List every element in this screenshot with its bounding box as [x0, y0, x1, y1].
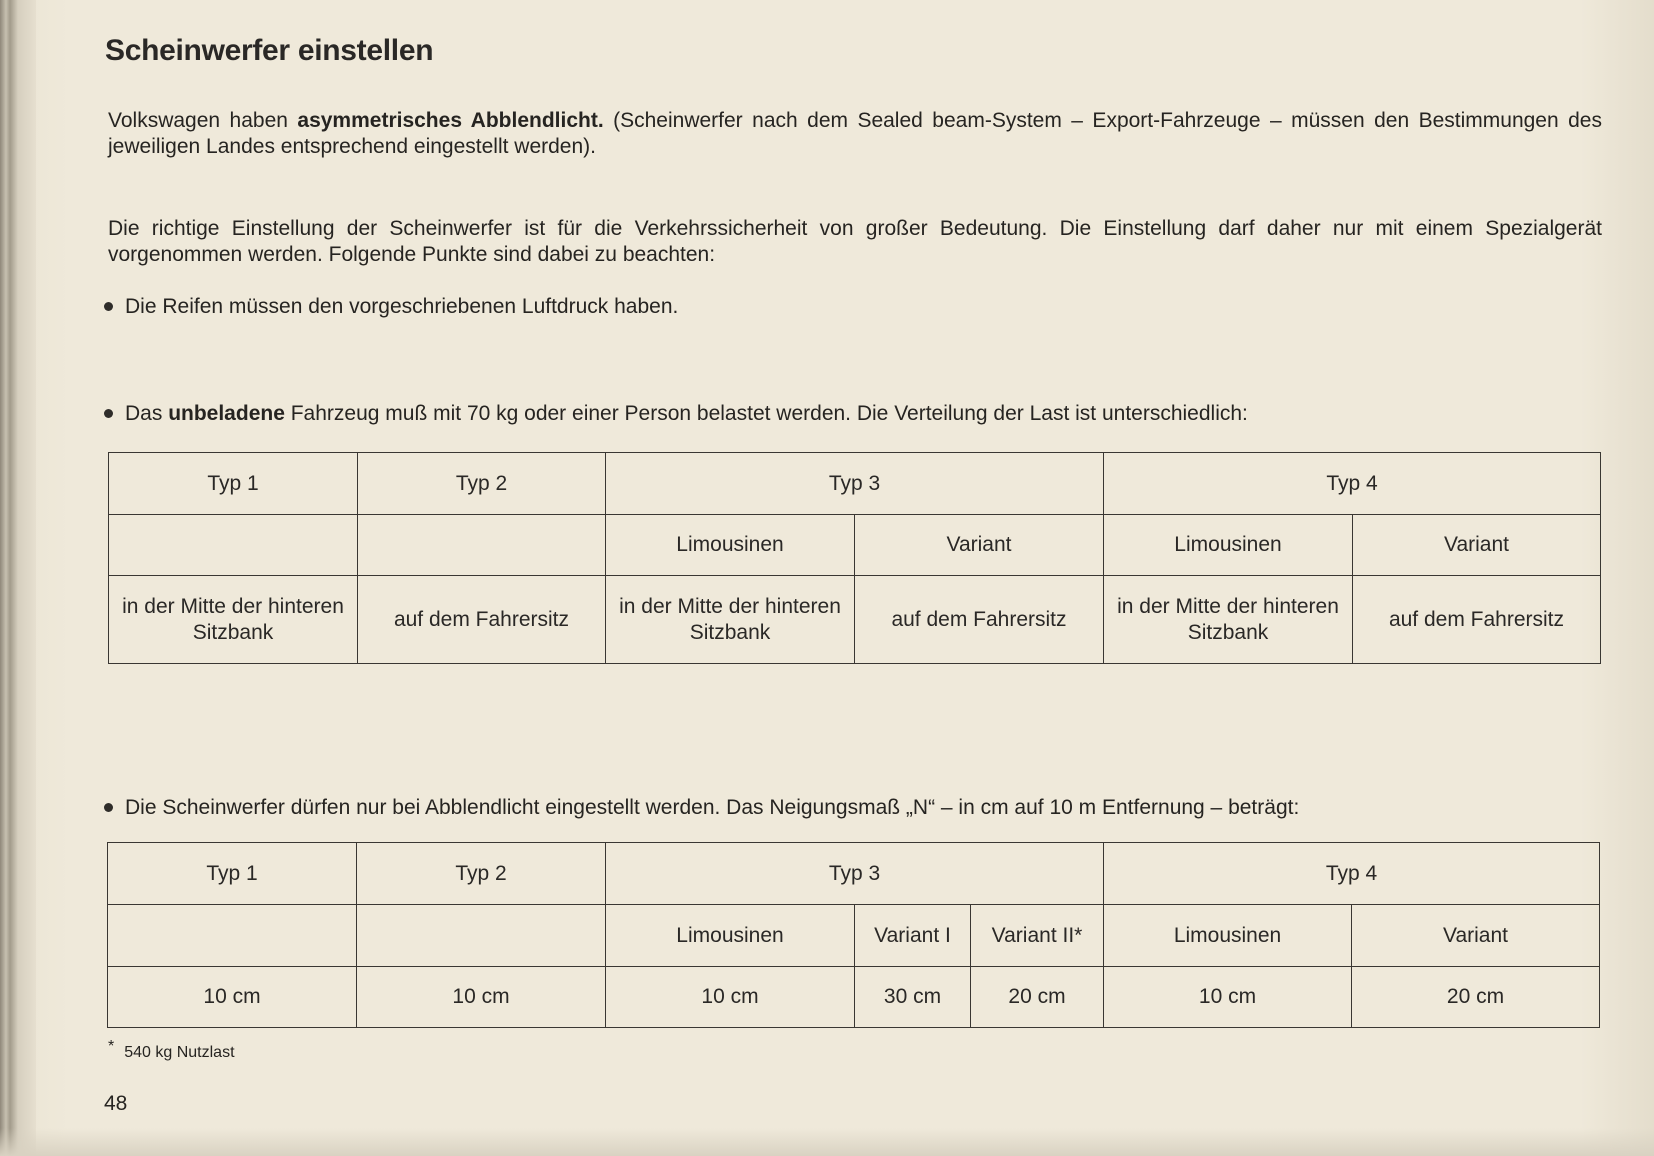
table-cell: in der Mitte der hinteren Sitzbank	[606, 576, 855, 664]
intro-paragraph-2: Die richtige Einstellung der Scheinwerfer ist für die Verkehrssicherheit von großer Bedeutung. Die Einstellung darf daher nur mit einem Spezialgerät vorgenommen werden. Folgende Punkte sind dabei zu beachten:	[108, 217, 1602, 266]
table-cell: 20 cm	[971, 967, 1104, 1028]
footnote	[108, 1038, 235, 1062]
table-cell: auf dem Fahrersitz	[855, 576, 1104, 664]
subheader-cell: Variant	[855, 515, 1104, 576]
subheader-cell: Variant I	[855, 905, 971, 967]
bullet-bold-text: unbeladene	[168, 402, 285, 425]
bullet-text: Die Reifen müssen den vorgeschriebenen Luftdruck haben.	[125, 295, 679, 318]
bullet-load	[104, 401, 1248, 427]
bullet-tire-pressure	[104, 294, 678, 320]
table-row	[109, 576, 1601, 664]
bullet-dot-icon	[104, 302, 113, 311]
intro-bold-text: asymmetrisches Abblendlicht.	[297, 109, 604, 132]
bullet-text-continued: Fahrzeug muß mit 70 kg oder einer Person belastet werden. Die Verteilung der Last ist unterschiedlich:	[284, 402, 1248, 425]
table-cell: 20 cm	[1352, 967, 1600, 1028]
subheader-cell: Limousinen	[1104, 515, 1353, 576]
bullet-dot-icon	[104, 803, 113, 812]
header-cell: Typ 4	[1104, 453, 1601, 515]
load-distribution-table	[108, 452, 1601, 664]
intro-paragraph-1	[108, 108, 1602, 160]
header-cell: Typ 4	[1104, 843, 1600, 905]
table-cell: in der Mitte der hinteren Sitzbank	[1104, 576, 1353, 664]
table-cell: 10 cm	[1104, 967, 1352, 1028]
intro-text-continued: (Scheinwerfer nach dem Sealed beam-System – Export-Fahrzeuge – müssen den Bestimmungen des jeweiligen Landes entsprechend eingestellt werden).	[108, 109, 1602, 158]
table-subheader-row	[108, 905, 1600, 967]
table-subheader-row	[109, 515, 1601, 576]
table-cell: 30 cm	[855, 967, 971, 1028]
subheader-cell: Variant	[1353, 515, 1601, 576]
bullet-dot-icon	[104, 409, 113, 418]
subheader-cell: Limousinen	[606, 905, 855, 967]
table-cell: 10 cm	[606, 967, 855, 1028]
table-header-row	[109, 453, 1601, 515]
book-binding	[0, 0, 36, 1156]
page-title: Scheinwerfer einstellen	[105, 34, 434, 67]
header-cell: Typ 3	[606, 843, 1104, 905]
bullet-tilt-measure	[104, 795, 1299, 821]
table-row	[108, 967, 1600, 1028]
table-cell: auf dem Fahrersitz	[358, 576, 606, 664]
footnote-marker: *	[108, 1038, 115, 1055]
subheader-cell: Variant II*	[971, 905, 1104, 967]
table-cell: auf dem Fahrersitz	[1353, 576, 1601, 664]
subheader-cell	[357, 905, 606, 967]
subheader-cell: Limousinen	[606, 515, 855, 576]
header-cell: Typ 2	[358, 453, 606, 515]
bullet-text: Das	[125, 402, 169, 425]
subheader-cell	[109, 515, 358, 576]
page-edge-shadow	[0, 1128, 1654, 1156]
subheader-cell	[108, 905, 357, 967]
subheader-cell: Variant	[1352, 905, 1600, 967]
table-cell: in der Mitte der hinteren Sitzbank	[109, 576, 358, 664]
table-header-row	[108, 843, 1600, 905]
header-cell: Typ 2	[357, 843, 606, 905]
subheader-cell	[358, 515, 606, 576]
table-cell: 10 cm	[108, 967, 357, 1028]
table-cell: 10 cm	[357, 967, 606, 1028]
bullet-text: Die Scheinwerfer dürfen nur bei Abblendlicht eingestellt werden. Das Neigungsmaß „N“ – in cm auf 10 m Entfernung – beträgt:	[125, 796, 1300, 819]
header-cell: Typ 1	[109, 453, 358, 515]
intro-text: Volkswagen haben	[108, 109, 298, 132]
header-cell: Typ 1	[108, 843, 357, 905]
tilt-measure-table	[107, 842, 1600, 1028]
header-cell: Typ 3	[606, 453, 1104, 515]
footnote-text: 540 kg Nutzlast	[124, 1044, 235, 1061]
page-number: 48	[104, 1092, 128, 1115]
subheader-cell: Limousinen	[1104, 905, 1352, 967]
